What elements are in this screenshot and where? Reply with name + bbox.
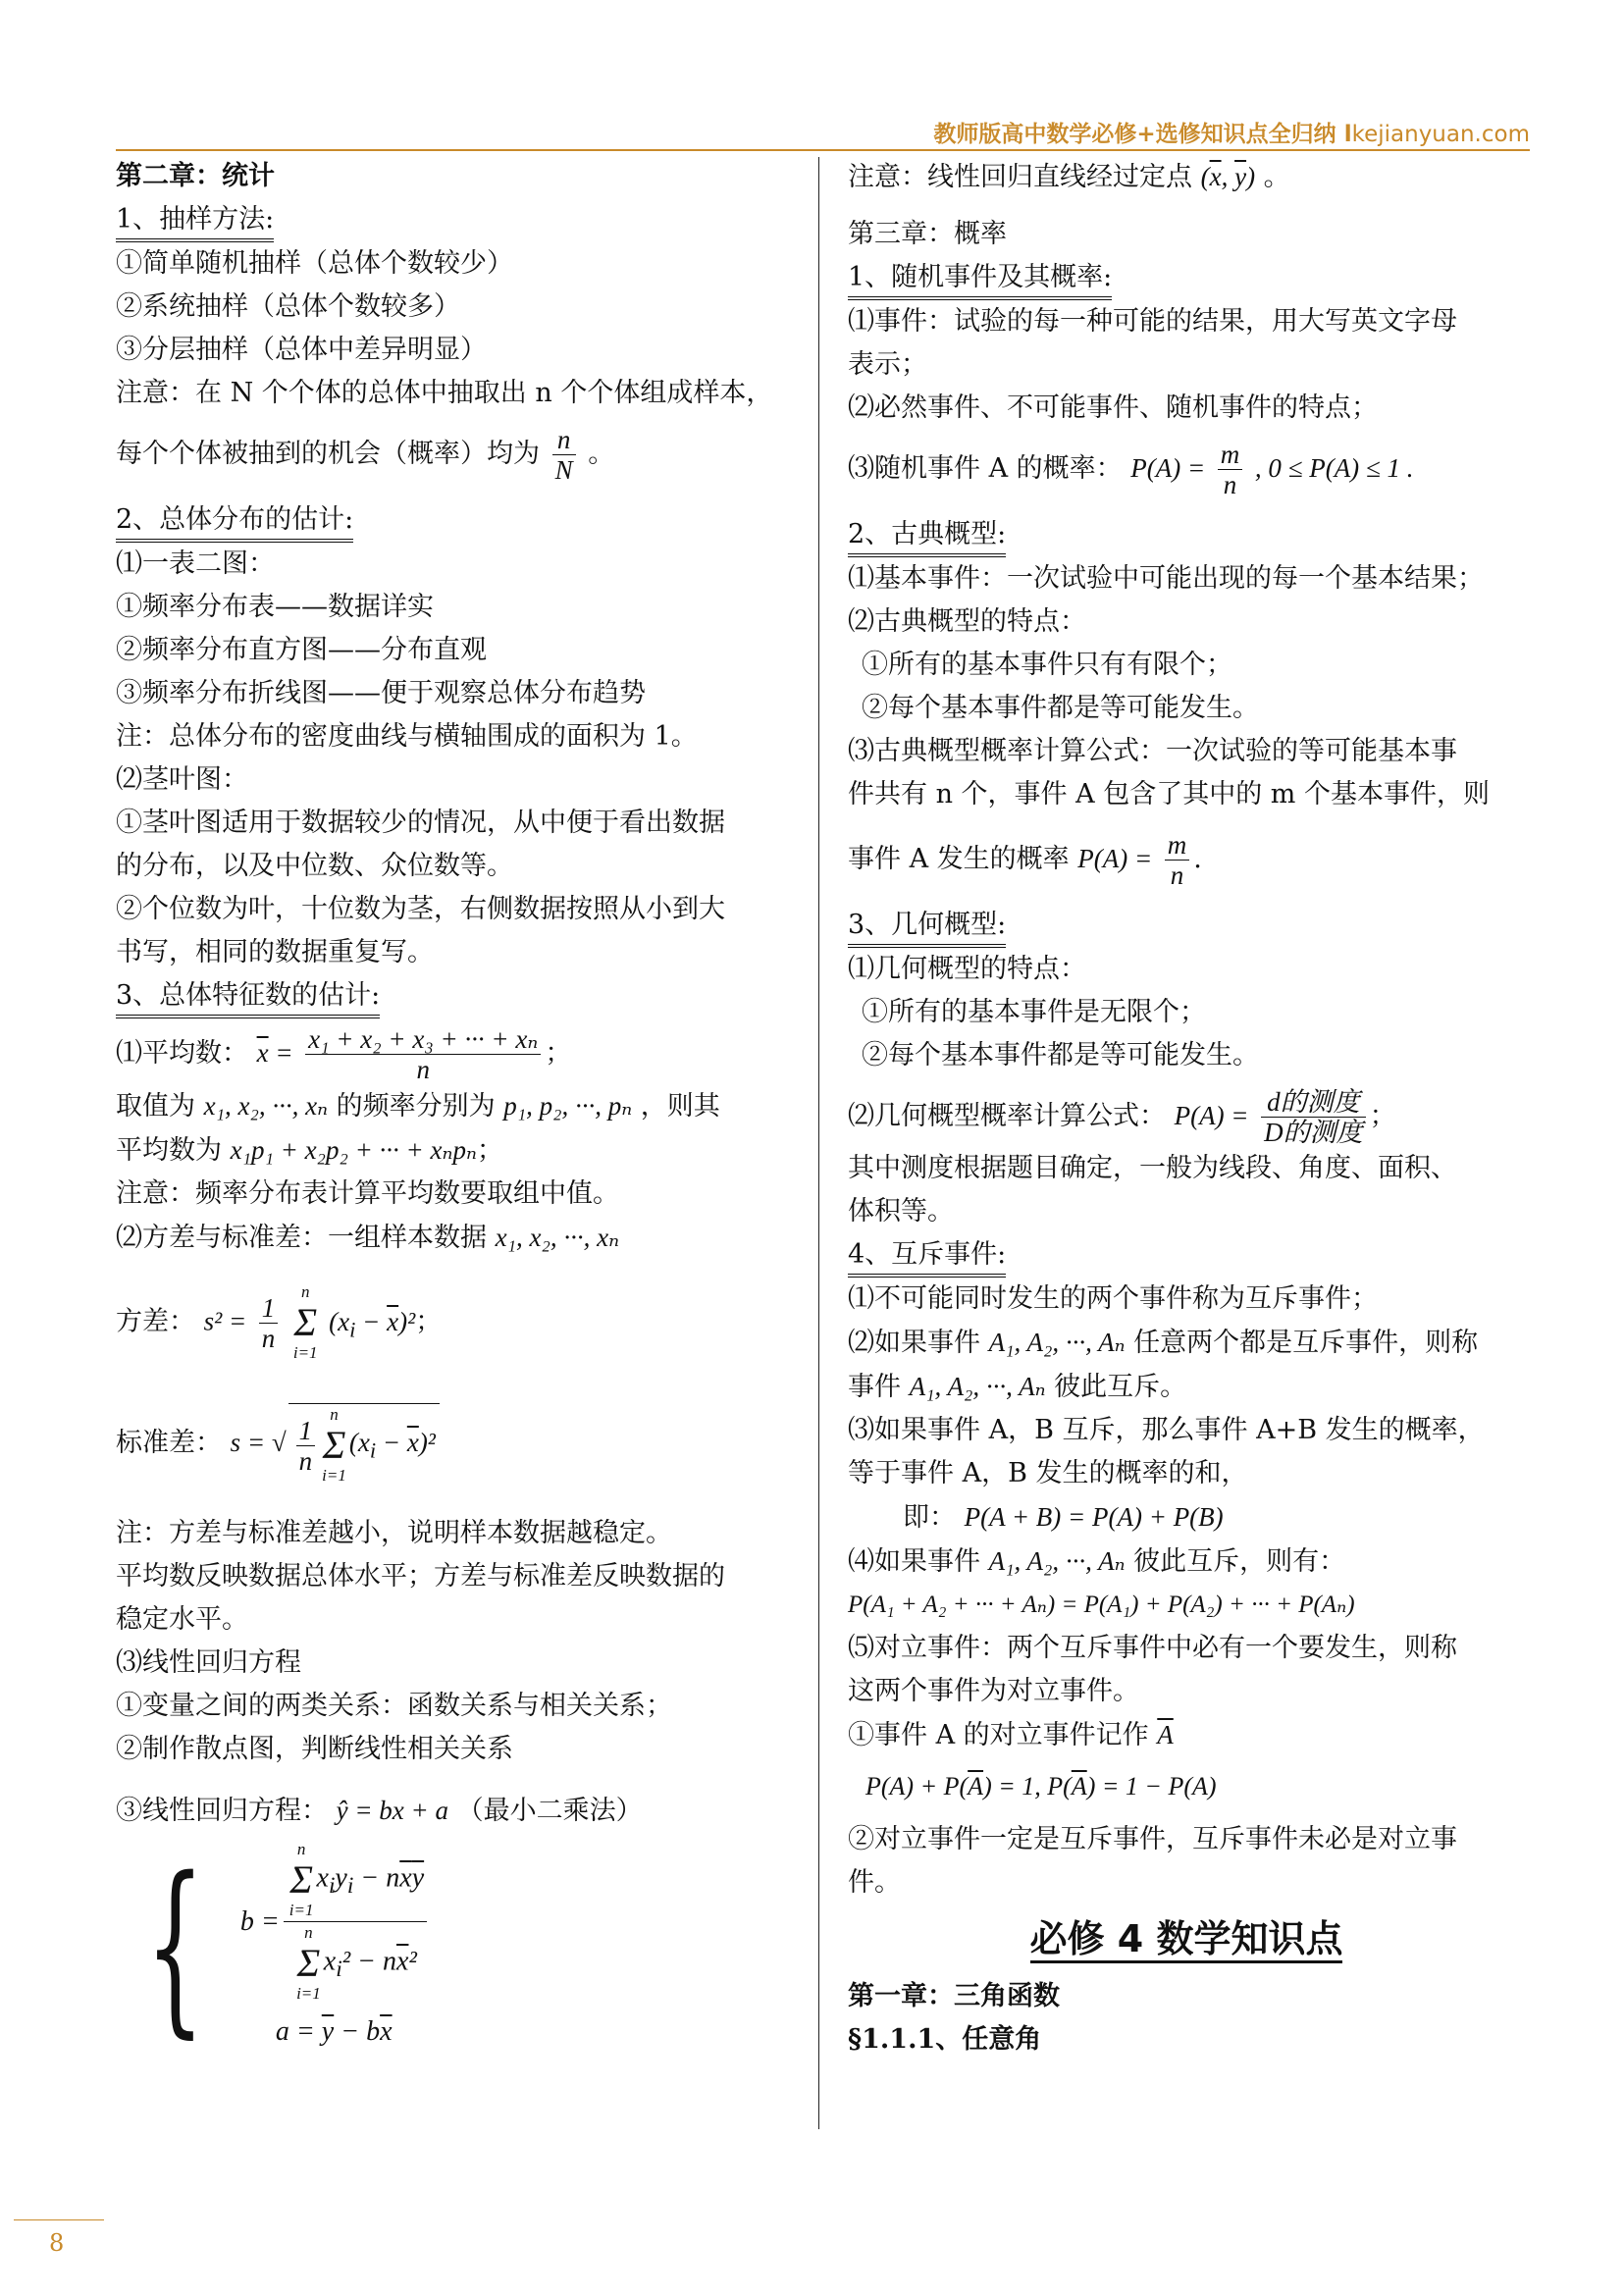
chapter-title: 第三章：概率 <box>848 219 1007 249</box>
text-line: 即： P(A + B) = P(A) + P(B) <box>903 1502 1224 1533</box>
text-line: ⑵必然事件、不可能事件、随机事件的特点； <box>848 392 1378 423</box>
list-item: ③分层抽样（总体中差异明显） <box>116 335 487 365</box>
text-line: ⑴基本事件：一次试验中可能出现的每一个基本结果； <box>848 563 1484 594</box>
text-line: ⑴事件：试验的每一种可能的结果，用大写英文字母 <box>848 306 1457 337</box>
brace: { <box>145 1837 205 2055</box>
text-line: ②对立事件一定是互斥事件，互斥事件未必是对立事 <box>848 1824 1457 1854</box>
subsection-title: §1.1.1、任意角 <box>848 2024 1042 2055</box>
text-line: 书写，相同的数据重复写。 <box>116 937 434 967</box>
text-line: ②个位数为叶，十位数为茎，右侧数据按照从小到大 <box>116 894 725 924</box>
text-line: ⑴一表二图： <box>116 548 275 579</box>
section-heading: 3、总体特征数的估计: <box>116 977 380 1018</box>
regression-line: ③线性回归方程： ŷ = bx + a （最小二乘法） <box>116 1796 643 1826</box>
classical-formula: 事件 A 发生的概率 P(A) = $\frac{m}{n}$ . <box>848 830 1202 890</box>
header-separator: l <box>1343 122 1352 147</box>
text-fragment: 每个个体被抽到的机会（概率）均为 <box>116 439 540 469</box>
math-inline: P(A + B) = P(A) + P(B) <box>964 1502 1224 1532</box>
list-item: ②每个基本事件都是等可能发生。 <box>862 1040 1259 1070</box>
geometric-formula: ⑵几何概型概率计算公式： P(A) = $\frac{\text{d的测度}}{\text{D的测度}}$ ； <box>848 1087 1396 1147</box>
mean-symbol: $\overline{x}$ = <box>256 1038 293 1068</box>
text-line: ⑶线性回归方程 <box>116 1647 301 1678</box>
text-line: 体积等。 <box>848 1196 954 1226</box>
text-line: ⑷如果事件 A₁, A₂, ···, Aₙ 彼此互斥，则有： <box>848 1546 1346 1577</box>
text-line: ③频率分布折线图——便于观察总体分布趋势 <box>116 678 646 708</box>
section-heading: 1、随机事件及其概率: <box>848 259 1112 300</box>
text-line: ⑴几何概型的特点： <box>848 954 1086 984</box>
regression-system: { b = n Σ i=1 $x_iy_i - n\overline{x}\overline{y}$ n Σ i=1 $x_i^2 - n\overline{x}^2$ $a = \overline{y} - b\overline{x}$ <box>116 1839 793 2054</box>
footer-rule <box>14 2219 104 2220</box>
text-line: ⑵方差与标准差：一组样本数据 x₁, x₂, ···, xₙ <box>116 1223 620 1253</box>
section-heading: 2、总体分布的估计: <box>116 501 353 543</box>
text-line: ⑴不可能同时发生的两个事件称为互斥事件； <box>848 1283 1378 1314</box>
text-line: ①事件 A 的对立事件记作 $\overline{A}$ <box>848 1720 1174 1750</box>
text-line: ①茎叶图适用于数据较少的情况，从中便于看出数据 <box>116 808 725 838</box>
math-inline: A₁, A₂, ···, Aₙ <box>988 1328 1126 1357</box>
math-inline: A₁, A₂, ···, Aₙ <box>988 1546 1126 1576</box>
sqrt: $\frac{1}{n}$ n Σ i=1 $(x_i - \overline{x})^2$ <box>288 1403 440 1487</box>
text-line: ①频率分布表——数据详实 <box>116 592 434 622</box>
text-line: 这两个事件为对立事件。 <box>848 1676 1139 1706</box>
text-fragment: 。 <box>588 439 615 469</box>
mean-formula: ⑴平均数： $\overline{x}$ = $\frac{\text{x₁ + x₂ + x₃ + ··· + xₙ}}{n}$ ； <box>116 1024 572 1084</box>
variance-formula: 方差： s² = $\frac{1}{n}$ n Σ i=1 $(x_i - \overline{x})^2$； <box>116 1282 443 1362</box>
sum-symbol: n Σ i=1 <box>292 1282 318 1362</box>
math-inline: p₁, p₂, ···, pₙ <box>503 1091 633 1121</box>
right-column <box>848 155 1525 2061</box>
text-line: 稳定水平。 <box>116 1604 248 1635</box>
list-item: ①所有的基本事件只有有限个； <box>862 650 1232 680</box>
header-site: kejianyuan.com <box>1351 122 1530 147</box>
list-item: ②系统抽样（总体个数较多） <box>116 291 460 322</box>
header-rule <box>116 149 1530 151</box>
text-line: ⑶如果事件 A，B 互斥，那么事件 A+B 发生的概率， <box>848 1415 1485 1445</box>
text-line: 注：总体分布的密度曲线与横轴围成的面积为 1。 <box>116 721 698 752</box>
text-line: 等于事件 A，B 发生的概率的和， <box>848 1458 1248 1488</box>
probability-formula: ⑶随机事件 A 的概率： P(A) = $\frac{m}{n}$ , 0 ≤ P(A) ≤ 1 . <box>848 440 1414 499</box>
page-header <box>933 116 1530 148</box>
text-line: 的分布，以及中位数、众位数等。 <box>116 851 513 881</box>
text-line: 事件 A₁, A₂, ···, Aₙ 彼此互斥。 <box>848 1372 1187 1402</box>
fraction <box>305 1024 541 1084</box>
text-line: ⑵如果事件 A₁, A₂, ···, Aₙ 任意两个都是互斥事件，则称 <box>848 1328 1479 1358</box>
fraction-denominator: n <box>305 1054 541 1084</box>
section-heading: 4、互斥事件: <box>848 1236 1006 1278</box>
text-line: ⑸对立事件：两个互斥事件中必有一个要发生，则称 <box>848 1633 1457 1663</box>
fraction: $\frac{1}{n}$ <box>259 1293 279 1353</box>
text-line: ①变量之间的两类关系：函数关系与相关关系； <box>116 1691 672 1721</box>
fraction-denominator: N <box>552 454 576 485</box>
math-inline: x₁p₁ + x₂p₂ + ··· + xₙpₙ <box>230 1135 477 1165</box>
text-line: ⑵茎叶图： <box>116 764 248 795</box>
text-line: 取值为 x₁, x₂, ···, xₙ 的频率分别为 p₁, p₂, ···, pₙ ，则其 <box>116 1091 720 1122</box>
std-formula: 标准差： s = √ $\frac{1}{n}$ n Σ i=1 $(x_i - \overline{x})^2$ <box>116 1403 793 1487</box>
chapter-title: 第一章：三角函数 <box>848 1981 1060 2011</box>
text-line: ②制作散点图，判断线性相关关系 <box>116 1734 513 1764</box>
math-inline: A₁, A₂, ···, Aₙ <box>909 1372 1046 1401</box>
text-line <box>116 425 793 485</box>
text-line: 表示； <box>848 349 927 380</box>
chapter-title: 第二章：统计 <box>116 161 275 191</box>
text-line: 件。 <box>848 1867 901 1898</box>
text-line: 平均数为 x₁p₁ + x₂p₂ + ··· + xₙpₙ； <box>116 1135 503 1166</box>
section-heading: 3、几何概型: <box>848 907 1006 948</box>
math-block: $P(A) + P(\overline{A}) = 1$, $P(\overline{A}) = 1 - P(A)$ <box>865 1772 1217 1800</box>
list-item: ①所有的基本事件是无限个； <box>862 997 1206 1027</box>
text-line: 注：方差与标准差越小，说明样本数据越稳定。 <box>116 1518 672 1548</box>
fraction-denominator: D的测度 <box>1261 1117 1366 1147</box>
text-line: ⑶古典概型概率计算公式：一次试验的等可能基本事 <box>848 736 1457 766</box>
text-line: 注意：频率分布表计算平均数要取组中值。 <box>116 1178 619 1209</box>
text-line: ⑵古典概型的特点： <box>848 606 1086 637</box>
header-title: 教师版高中数学必修+选修知识点全归纳 <box>933 122 1336 147</box>
text-fragment: ⑴平均数： <box>116 1038 248 1069</box>
math-inline: x₁, x₂, ···, xₙ <box>495 1223 620 1252</box>
math-inline: x₁, x₂, ···, xₙ <box>203 1091 329 1121</box>
text-line: 件共有 n 个，事件 A 包含了其中的 m 个基本事件，则 <box>848 779 1490 809</box>
text-line: ②频率分布直方图——分布直观 <box>116 635 487 665</box>
section-heading: 2、古典概型: <box>848 516 1006 557</box>
fraction-numerator: d的测度 <box>1267 1087 1360 1117</box>
fraction-numerator: n <box>556 425 571 454</box>
text-line: 平均数反映数据总体水平；方差与标准差反映数据的 <box>116 1561 725 1592</box>
left-column <box>116 155 793 2054</box>
text-line: 其中测度根据题目确定，一般为线段、角度、面积、 <box>848 1153 1457 1183</box>
fraction <box>552 425 576 485</box>
list-item: ②每个基本事件都是等可能发生。 <box>862 693 1259 723</box>
list-item: ①简单随机抽样（总体个数较少） <box>116 248 513 279</box>
page-number: 8 <box>49 2229 65 2257</box>
math-inline: ŷ = bx + a <box>336 1796 449 1825</box>
section-heading: 1、抽样方法: <box>116 201 274 242</box>
fraction-numerator: x₁ + x₂ + x₃ + ··· + xₙ <box>308 1024 539 1054</box>
text-line: 注意：线性回归直线经过定点 ($\overline{x}$, $\overline{y}$) 。 <box>848 162 1290 192</box>
section-title: 必修 4 数学知识点 <box>848 1910 1525 1967</box>
math-block: P(A₁ + A₂ + ··· + Aₙ) = P(A₁) + P(A₂) + ··· + P(Aₙ) <box>848 1592 1355 1618</box>
text-line: 注意：在 N 个个体的总体中抽取出 n 个个体组成样本， <box>116 378 773 408</box>
column-divider <box>818 157 819 2129</box>
